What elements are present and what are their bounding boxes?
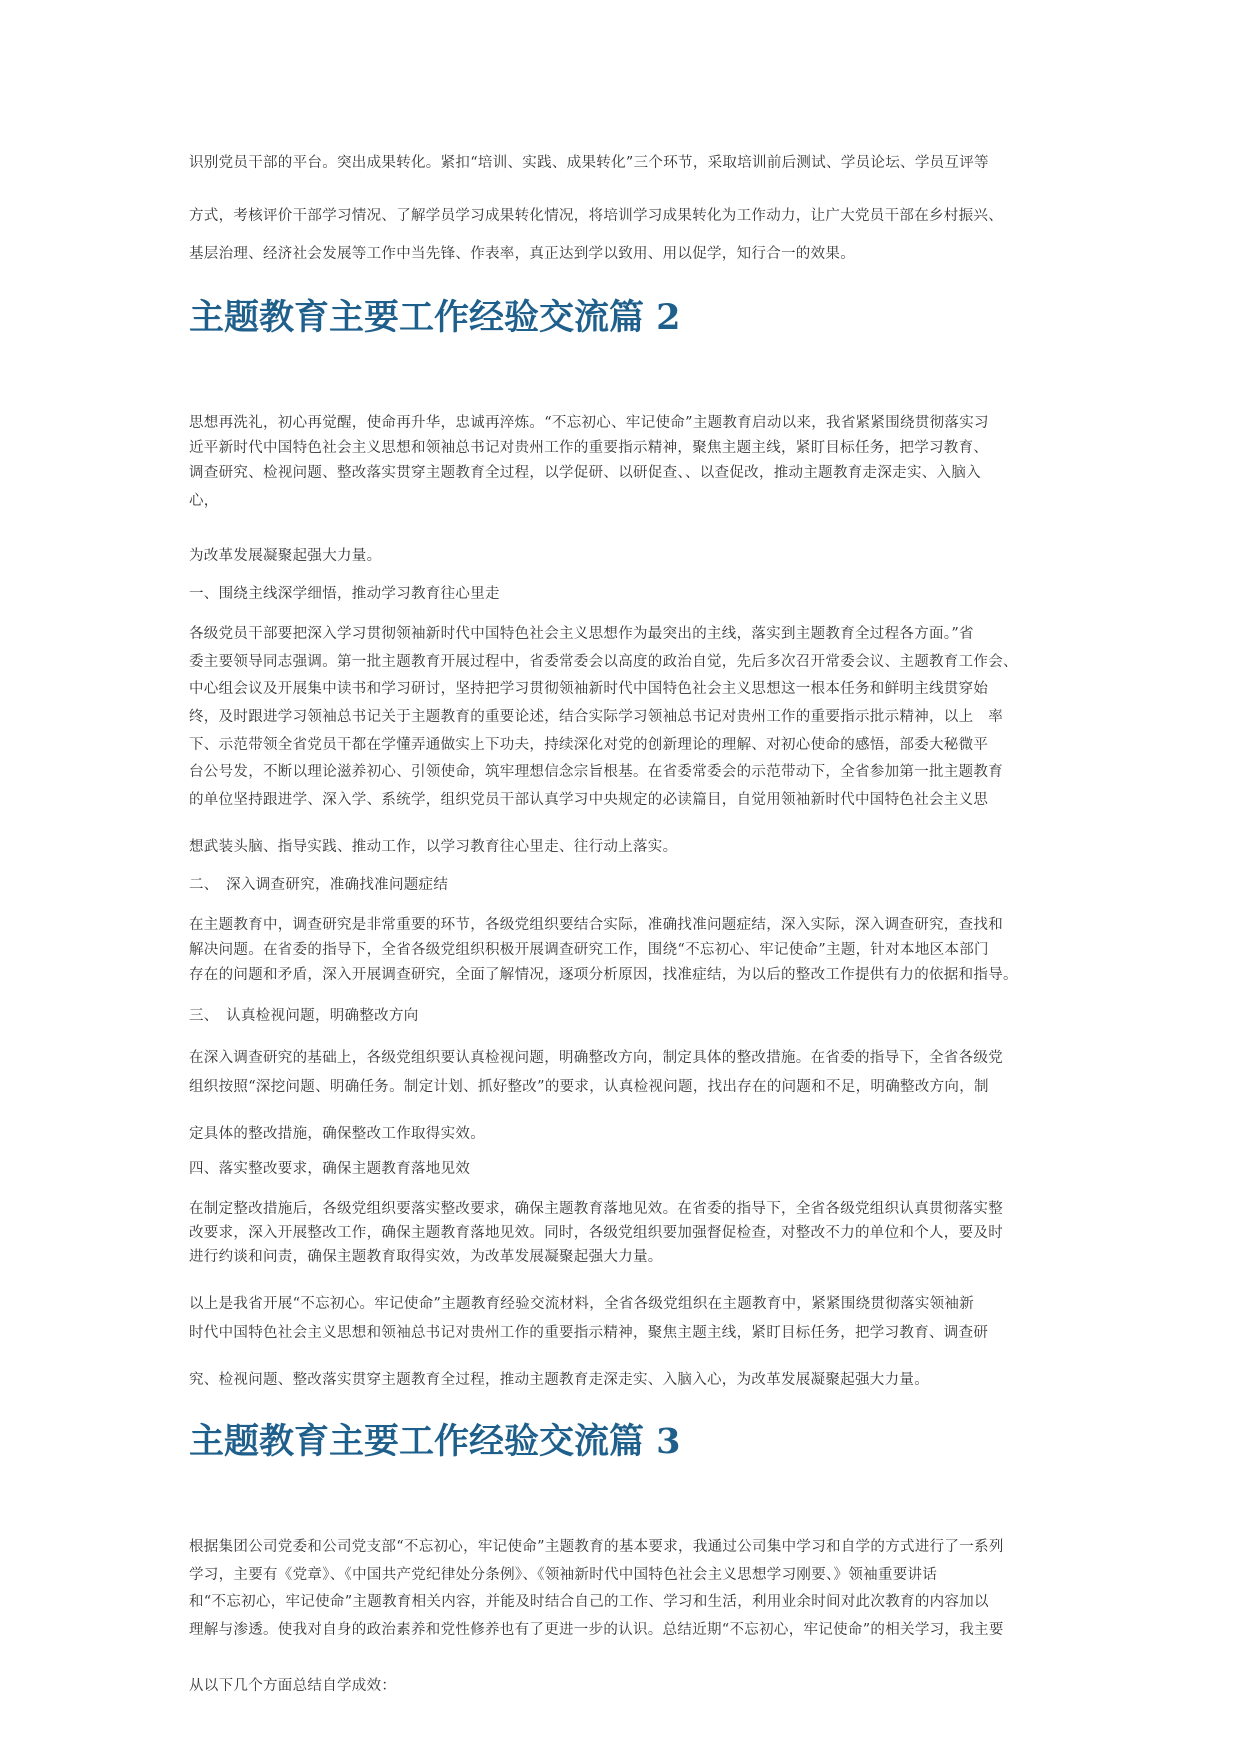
a2-sec1-line-7: 的单位坚持跟进学、深入学、系统学，组织党员干部认真学习中央规定的必读篇目，自觉用领袖新时代中国特色社会主义思 bbox=[189, 792, 989, 808]
a2-sec3-tail: 定具体的整改措施，确保整改工作取得实效。 bbox=[189, 1126, 485, 1142]
a2-summary-line-2: 时代中国特色社会主义思想和领袖总书记对贵州工作的重要指示精神，聚焦主题主线，紧盯目标任务，把学习教育、调查研 bbox=[189, 1325, 989, 1341]
a2-sec3-line-1: 在深入调查研究的基础上，各级党组织要认真检视问题，明确整改方向，制定具体的整改措施。在省委的指导下，全省各级党 bbox=[189, 1050, 1003, 1066]
a2-para1-line-1: 思想再洗礼，初心再觉醒，使命再升华，忠诚再淬炼。“不忘初心、牢记使命”主题教育启动以来，我省紧紧围绕贯彻落实习 bbox=[189, 415, 989, 431]
a2-sec1-line-2: 委主要领导同志强调。第一批主题教育开展过程中，省委常委会以高度的政治自觉，先后多次召开常委会议、主题教育工作会、 bbox=[189, 654, 1018, 670]
article-2-heading: 主题教育主要工作经验交流篇 2 bbox=[189, 297, 681, 338]
a3-para1-line-1: 根据集团公司党委和公司党支部“不忘初心，牢记使命”主题教育的基本要求，我通过公司集中学习和自学的方式进行了一系列 bbox=[189, 1539, 1004, 1555]
a2-para1-line-4: 心， bbox=[189, 493, 219, 509]
a2-sec2-line-1: 在主题教育中，调查研究是非常重要的环节，各级党组织要结合实际，准确找准问题症结，深入实际，深入调查研究，查找和 bbox=[189, 917, 1003, 933]
a2-sec1-line-1: 各级党员干部要把深入学习贯彻领袖新时代中国特色社会主义思想作为最突出的主线，落实到主题教育全过程各方面。”省 bbox=[189, 626, 974, 642]
a2-sec4-line-2: 改要求，深入开展整改工作，确保主题教育落地见效。同时，各级党组织要加强督促检查，对整改不力的单位和个人，要及时 bbox=[189, 1225, 1003, 1241]
intro-line-1: 识别党员干部的平台。突出成果转化。紧扣“培训、实践、成果转化”三个环节，采取培训前后测试、学员论坛、学员互评等 bbox=[189, 155, 989, 171]
a2-summary-tail: 究、检视问题、整改落实贯穿主题教育全过程，推动主题教育走深走实、入脑入心，为改革发展凝聚起强大力量。 bbox=[189, 1372, 929, 1388]
a2-section-4-title: 四、落实整改要求，确保主题教育落地见效 bbox=[189, 1161, 471, 1177]
a2-sec1-line-4: 终，及时跟进学习领袖总书记关于主题教育的重要论述，结合实际学习领袖总书记对贵州工作的重要指示批示精神，以上 率 bbox=[189, 709, 1003, 725]
a2-sec1-tail: 想武装头脑、指导实践、推动工作，以学习教育往心里走、往行动上落实。 bbox=[189, 839, 678, 855]
a2-sec2-line-2: 解决问题。在省委的指导下，全省各级党组织积极开展调查研究工作，围绕“不忘初心、牢记使命”主题，针对本地区本部门 bbox=[189, 942, 989, 958]
a2-sec3-line-2: 组织按照“深挖问题、明确任务。制定计划、抓好整改”的要求，认真检视问题，找出存在的问题和不足，明确整改方向，制 bbox=[189, 1079, 989, 1095]
a3-para1-line-3: 和“不忘初心，牢记使命”主题教育相关内容，并能及时结合自己的工作、学习和生活，利用业余时间对此次教育的内容加以 bbox=[189, 1594, 989, 1610]
a2-section-3-title: 三、 认真检视问题，明确整改方向 bbox=[189, 1008, 419, 1024]
a2-sec1-line-3: 中心组会议及开展集中读书和学习研讨，坚持把学习贯彻领袖新时代中国特色社会主义思想这一根本任务和鲜明主线贯穿始 bbox=[189, 681, 989, 697]
a2-section-1-title: 一、围绕主线深学细悟，推动学习教育往心里走 bbox=[189, 586, 500, 602]
article-3-heading: 主题教育主要工作经验交流篇 3 bbox=[189, 1421, 681, 1462]
a3-para1-line-2: 学习，主要有《党章》、《中国共产党纪律处分条例》、《领袖新时代中国特色社会主义思想学习刚要、》领袖重要讲话 bbox=[189, 1567, 938, 1583]
a2-sec4-line-3: 进行约谈和问责，确保主题教育取得实效，为改革发展凝聚起强大力量。 bbox=[189, 1249, 663, 1265]
a2-summary-line-1: 以上是我省开展“不忘初心。牢记使命”主题教育经验交流材料，全省各级党组织在主题教育中，紧紧围绕贯彻落实领袖新 bbox=[189, 1296, 975, 1312]
a2-sec1-line-6: 台公号发，不断以理论滋养初心、引领使命，筑牢理想信念宗旨根基。在省委常委会的示范带动下，全省参加第一批主题教育 bbox=[189, 764, 1003, 780]
a2-section-2-title: 二、 深入调查研究，准确找准问题症结 bbox=[189, 877, 449, 893]
a2-sec2-line-3: 存在的问题和矛盾，深入开展调查研究，全面了解情况，逐项分析原因，找准症结，为以后的整改工作提供有力的依据和指导。 bbox=[189, 967, 1018, 983]
a2-sec4-line-1: 在制定整改措施后，各级党组织要落实整改要求，确保主题教育落地见效。在省委的指导下，全省各级党组织认真贯彻落实整 bbox=[189, 1201, 1003, 1217]
a2-sec1-line-5: 下、示范带领全省党员干都在学懂弄通做实上下功夫，持续深化对党的创新理论的理解、对初心使命的感悟，部委大秘微平 bbox=[189, 737, 989, 753]
a2-para1-line-3: 调查研究、检视问题、整改落实贯穿主题教育全过程，以学促研、以研促查、、以查促改，推动主题教育走深走实、入脑入 bbox=[189, 465, 981, 481]
a3-para1-line-4: 理解与渗透。使我对自身的政治素养和党性修养也有了更进一步的认识。总结近期“不忘初心，牢记使命”的相关学习，我主要 bbox=[189, 1622, 1004, 1638]
intro-line-3: 基层治理、经济社会发展等工作中当先锋、作表率，真正达到学以致用、用以促学，知行合一的效果。 bbox=[189, 246, 855, 262]
a2-para1-line-2: 近平新时代中国特色社会主义思想和领袖总书记对贵州工作的重要指示精神，聚焦主题主线，紧盯目标任务，把学习教育、 bbox=[189, 440, 989, 456]
a2-para1-tail: 为改革发展凝聚起强大力量。 bbox=[189, 548, 382, 564]
a3-para1-tail: 从以下几个方面总结自学成效： bbox=[189, 1678, 397, 1694]
intro-line-2: 方式，考核评价干部学习情况、了解学员学习成果转化情况，将培训学习成果转化为工作动力，让广大党员干部在乡村振兴、 bbox=[189, 208, 1003, 224]
